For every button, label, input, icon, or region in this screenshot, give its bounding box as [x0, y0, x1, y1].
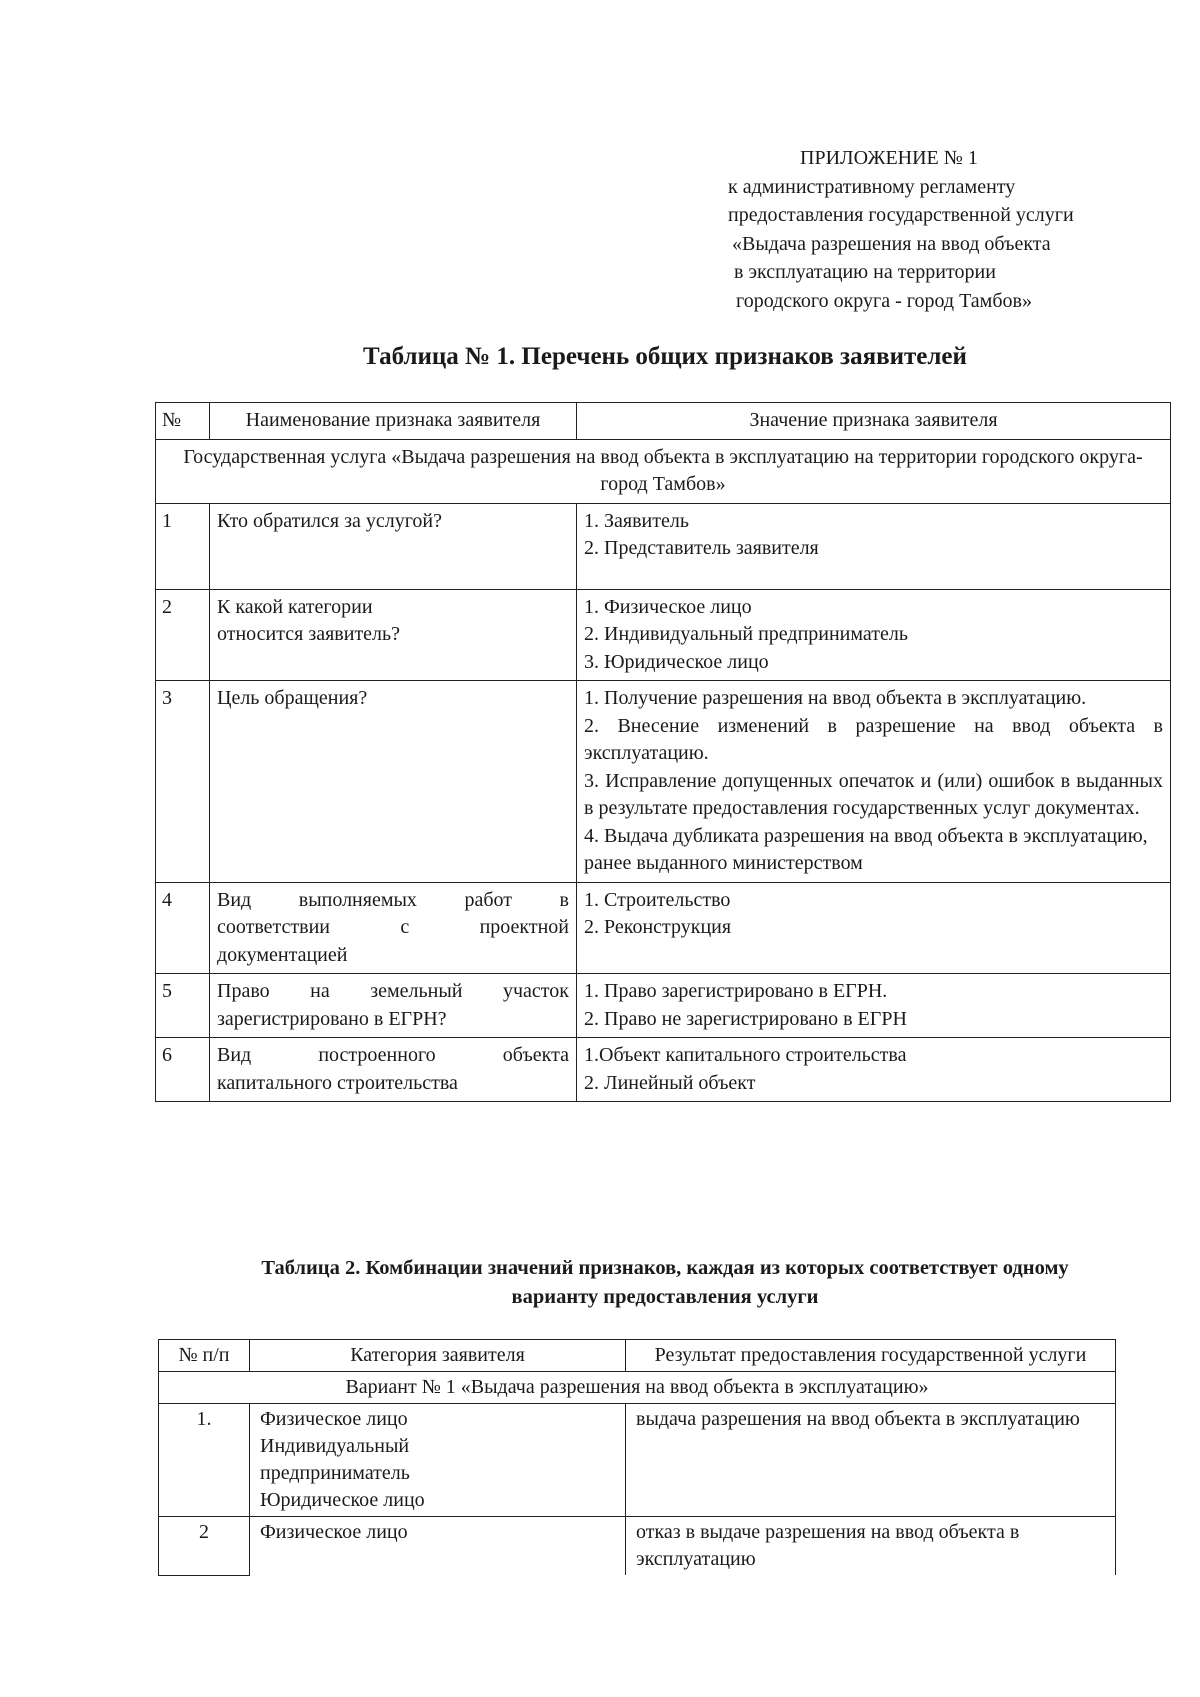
row-value-line: 1. Право зарегистрировано в ЕГРН. [584, 980, 888, 1002]
row-values [577, 882, 1171, 974]
row-categories [250, 1404, 626, 1517]
row-name-line: капитального строительства [217, 1071, 458, 1094]
col-num-header: № [156, 403, 210, 440]
appendix-line: в эксплуатацию на территории [734, 261, 996, 283]
row-values [577, 974, 1171, 1038]
row-num: 1. [159, 1404, 250, 1517]
category-line: Юридическое лицо [260, 1489, 425, 1511]
row-value-line: 1. Получение разрешения на ввод объекта в эксплуатацию. [584, 687, 1087, 709]
col-num-header: № п/п [159, 1340, 250, 1372]
row-num: 1 [156, 503, 210, 589]
table-row [156, 589, 1171, 681]
row-value-line: 2. Право не зарегистрировано в ЕГРН [584, 1007, 907, 1030]
appendix-header [728, 144, 1168, 315]
table-header-row [159, 1340, 1116, 1372]
row-name [210, 882, 577, 974]
table-row [159, 1404, 1116, 1517]
table-row [156, 974, 1171, 1038]
row-num: 2 [159, 1517, 250, 1576]
row-name-line: документацией [217, 943, 348, 966]
row-num: 2 [156, 589, 210, 681]
row-value-line: 2. Внесение изменений в разрешение на ввод объекта в эксплуатацию. [584, 714, 1163, 764]
row-num: 6 [156, 1038, 210, 1102]
row-name [210, 503, 577, 589]
row-name-line: Кто обратился за услугой? [217, 509, 443, 532]
row-values [577, 503, 1171, 589]
table1-title: Таблица № 1. Перечень общих признаков заявителей [363, 343, 967, 370]
row-categories [250, 1517, 626, 1576]
row-value-line: 1. Строительство [584, 888, 731, 911]
col-category-header: Категория заявителя [250, 1340, 626, 1372]
row-name [210, 681, 577, 883]
row-value-line: 4. Выдача дубликата разрешения на ввод объекта в эксплуатацию, ранее выданного министерством [584, 824, 1148, 874]
service-variants-table [158, 1339, 1116, 1576]
row-name [210, 1038, 577, 1102]
row-value-line: 3. Исправление допущенных опечаток и (или) ошибок в выданных в результате предоставления государственных услуг документах. [584, 769, 1163, 819]
table2-title-line: варианту предоставления услуги [511, 1286, 819, 1308]
row-num: 5 [156, 974, 210, 1038]
table-row [159, 1517, 1116, 1576]
table-header-row [156, 403, 1171, 440]
applicant-attributes-table [155, 402, 1171, 1102]
appendix-line: «Выдача разрешения на ввод объекта [732, 232, 1051, 255]
row-name [210, 589, 577, 681]
row-result: отказ в выдаче разрешения на ввод объекта в эксплуатацию [626, 1517, 1116, 1576]
col-value-header: Значение признака заявителя [577, 403, 1171, 440]
row-values [577, 1038, 1171, 1102]
row-num: 3 [156, 681, 210, 883]
row-values [577, 681, 1171, 883]
row-name-line: Право на земельный участок [217, 980, 569, 1002]
appendix-line: городского округа - город Тамбов» [736, 289, 1032, 312]
category-line: Физическое лицо [260, 1408, 408, 1430]
variant-cell: Вариант № 1 «Выдача разрешения на ввод объекта в эксплуатацию» [159, 1372, 1116, 1404]
row-value-line: 2. Индивидуальный предприниматель [584, 623, 908, 645]
table-row [156, 1038, 1171, 1102]
category-line: предприниматель [260, 1462, 410, 1484]
row-name-line: зарегистрировано в ЕГРН? [217, 1007, 447, 1030]
row-value-line: 3. Юридическое лицо [584, 650, 769, 673]
row-value-line: 1.Объект капитального строительства [584, 1044, 907, 1066]
table2-title-line: Таблица 2. Комбинации значений признаков, каждая из которых соответствует одному [261, 1257, 1069, 1279]
table-row [156, 503, 1171, 589]
row-values [577, 589, 1171, 681]
row-result: выдача разрешения на ввод объекта в эксплуатацию [626, 1404, 1116, 1517]
row-name [210, 974, 577, 1038]
row-name-line: Цель обращения? [217, 687, 368, 709]
table-row [156, 681, 1171, 883]
appendix-line: предоставления государственной услуги [728, 204, 1074, 226]
row-value-line: 2. Линейный объект [584, 1071, 756, 1094]
category-line: Физическое лицо [260, 1521, 408, 1543]
row-value-line: 1. Заявитель [584, 509, 689, 532]
col-name-header: Наименование признака заявителя [210, 403, 577, 440]
table2-title [160, 1254, 1170, 1312]
row-value-line: 2. Представитель заявителя [584, 537, 819, 559]
row-name-line: соответствии с проектной [217, 916, 569, 938]
row-name-line: К какой категории [217, 595, 373, 618]
variant-row [159, 1372, 1116, 1404]
row-value-line: 1. Физическое лицо [584, 595, 752, 618]
appendix-title: ПРИЛОЖЕНИЕ № 1 [800, 147, 978, 169]
service-group-cell: Государственная услуга «Выдача разрешения на ввод объекта в эксплуатацию на территории городского округа- город Тамбов» [156, 439, 1171, 503]
category-line: Индивидуальный [260, 1435, 410, 1457]
row-name-line: Вид построенного объекта [217, 1044, 569, 1066]
appendix-line: к административному регламенту [728, 175, 1016, 198]
col-result-header: Результат предоставления государственной услуги [626, 1340, 1116, 1372]
row-num: 4 [156, 882, 210, 974]
table-row [156, 882, 1171, 974]
row-name-line: Вид выполняемых работ в [217, 888, 569, 911]
group-row [156, 439, 1171, 503]
row-value-line: 2. Реконструкция [584, 916, 732, 938]
row-name-line: относится заявитель? [217, 623, 401, 645]
